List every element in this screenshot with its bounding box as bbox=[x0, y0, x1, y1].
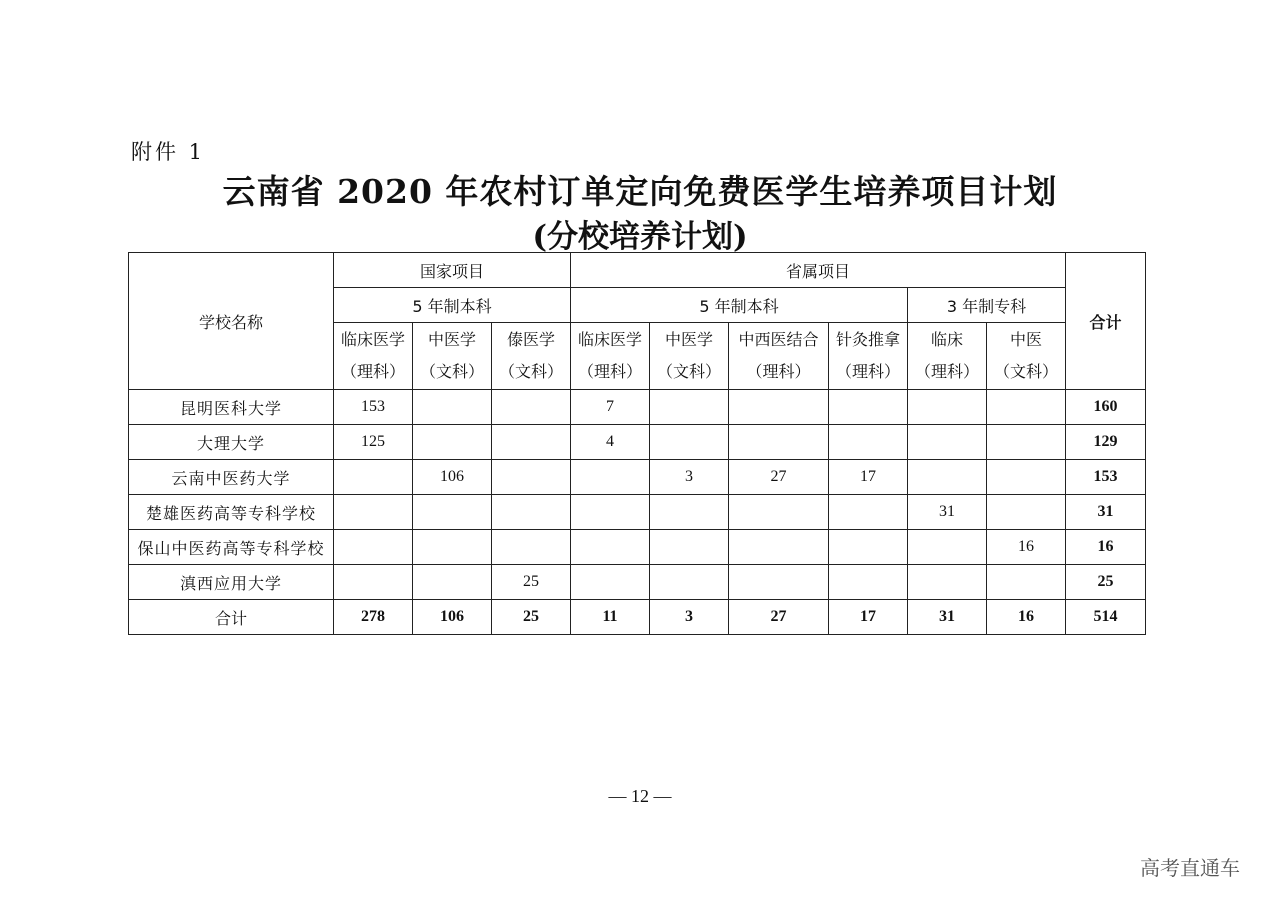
value-cell bbox=[908, 390, 987, 425]
value-cell bbox=[492, 495, 571, 530]
table-row bbox=[129, 565, 1146, 600]
column-header-name: 中医学 bbox=[427, 330, 476, 349]
row-total-cell: 160 bbox=[1066, 390, 1146, 425]
value-cell bbox=[729, 530, 829, 565]
column-header-track: （理科） bbox=[914, 362, 979, 381]
column-header bbox=[492, 323, 571, 390]
value-cell bbox=[908, 565, 987, 600]
column-header-name: 临床医学 bbox=[577, 330, 642, 349]
page-number: — 12 — bbox=[608, 786, 672, 806]
row-total-cell: 153 bbox=[1066, 460, 1146, 495]
summary-value-cell: 106 bbox=[413, 600, 492, 635]
column-header-track: （理科） bbox=[746, 362, 811, 381]
value-cell bbox=[829, 390, 908, 425]
column-header-name: 中医学 bbox=[664, 330, 713, 349]
table-row bbox=[129, 425, 1146, 460]
value-cell bbox=[413, 530, 492, 565]
school-name-cell: 云南中医药大学 bbox=[129, 460, 334, 495]
value-cell: 125 bbox=[334, 425, 413, 460]
column-header-track: （理科） bbox=[835, 362, 900, 381]
value-cell: 25 bbox=[492, 565, 571, 600]
school-name-cell: 楚雄医药高等专科学校 bbox=[129, 495, 334, 530]
value-cell bbox=[908, 425, 987, 460]
value-cell: 17 bbox=[829, 460, 908, 495]
value-cell: 31 bbox=[908, 495, 987, 530]
value-cell bbox=[650, 495, 729, 530]
value-cell bbox=[987, 495, 1066, 530]
column-header bbox=[829, 323, 908, 390]
summary-value-cell: 3 bbox=[650, 600, 729, 635]
table-row bbox=[129, 390, 1146, 425]
value-cell bbox=[650, 425, 729, 460]
national-project-header: 国家项目 bbox=[334, 253, 571, 288]
value-cell bbox=[650, 530, 729, 565]
school-name-header: 学校名称 bbox=[129, 253, 334, 390]
value-cell: 27 bbox=[729, 460, 829, 495]
summary-value-cell: 278 bbox=[334, 600, 413, 635]
total-header: 合计 bbox=[1066, 253, 1146, 390]
grand-total-cell: 514 bbox=[1066, 600, 1146, 635]
column-header bbox=[650, 323, 729, 390]
value-cell bbox=[908, 530, 987, 565]
value-cell bbox=[492, 460, 571, 495]
value-cell bbox=[829, 565, 908, 600]
value-cell: 106 bbox=[413, 460, 492, 495]
provincial-3yr-header: 3 年制专科 bbox=[908, 288, 1066, 323]
column-header bbox=[334, 323, 413, 390]
column-header-name: 中医 bbox=[1010, 330, 1043, 349]
column-header-track: （理科） bbox=[577, 362, 642, 381]
summary-row bbox=[129, 600, 1146, 635]
value-cell: 3 bbox=[650, 460, 729, 495]
row-total-cell: 25 bbox=[1066, 565, 1146, 600]
column-header bbox=[571, 323, 650, 390]
value-cell bbox=[729, 425, 829, 460]
column-header bbox=[413, 323, 492, 390]
value-cell bbox=[987, 565, 1066, 600]
summary-value-cell: 11 bbox=[571, 600, 650, 635]
column-header-name: 针灸推拿 bbox=[835, 330, 900, 349]
value-cell bbox=[334, 495, 413, 530]
value-cell bbox=[413, 425, 492, 460]
value-cell bbox=[334, 530, 413, 565]
plan-table bbox=[128, 252, 1146, 635]
value-cell bbox=[492, 530, 571, 565]
column-header bbox=[908, 323, 987, 390]
column-header-name: 傣医学 bbox=[506, 330, 555, 349]
national-5yr-header: 5 年制本科 bbox=[334, 288, 571, 323]
value-cell bbox=[492, 425, 571, 460]
document-title: 云南省 2020 年农村订单定向免费医学生培养项目计划 bbox=[222, 172, 1058, 211]
value-cell bbox=[571, 460, 650, 495]
value-cell bbox=[413, 565, 492, 600]
value-cell bbox=[571, 565, 650, 600]
school-name-cell: 保山中医药高等专科学校 bbox=[129, 530, 334, 565]
value-cell bbox=[829, 495, 908, 530]
column-header-track: （文科） bbox=[994, 362, 1059, 381]
table-row bbox=[129, 495, 1146, 530]
summary-value-cell: 16 bbox=[987, 600, 1066, 635]
attachment-label: 附件 1 bbox=[131, 140, 206, 164]
school-name-cell: 昆明医科大学 bbox=[129, 390, 334, 425]
value-cell bbox=[729, 565, 829, 600]
document-subtitle: (分校培养计划) bbox=[532, 219, 748, 255]
value-cell bbox=[650, 390, 729, 425]
value-cell: 153 bbox=[334, 390, 413, 425]
column-header-track: （文科） bbox=[498, 362, 563, 381]
value-cell bbox=[729, 495, 829, 530]
value-cell bbox=[987, 425, 1066, 460]
table-row bbox=[129, 460, 1146, 495]
value-cell bbox=[571, 495, 650, 530]
value-cell bbox=[334, 460, 413, 495]
value-cell bbox=[829, 425, 908, 460]
summary-value-cell: 25 bbox=[492, 600, 571, 635]
provincial-5yr-header: 5 年制本科 bbox=[571, 288, 908, 323]
row-total-cell: 16 bbox=[1066, 530, 1146, 565]
row-total-cell: 31 bbox=[1066, 495, 1146, 530]
school-name-cell: 滇西应用大学 bbox=[129, 565, 334, 600]
column-header bbox=[729, 323, 829, 390]
column-header-track: （文科） bbox=[419, 362, 484, 381]
value-cell bbox=[492, 390, 571, 425]
row-total-cell: 129 bbox=[1066, 425, 1146, 460]
value-cell bbox=[987, 390, 1066, 425]
value-cell bbox=[413, 390, 492, 425]
value-cell bbox=[650, 565, 729, 600]
value-cell bbox=[908, 460, 987, 495]
table-row bbox=[129, 530, 1146, 565]
summary-value-cell: 31 bbox=[908, 600, 987, 635]
summary-value-cell: 27 bbox=[729, 600, 829, 635]
value-cell bbox=[413, 495, 492, 530]
value-cell bbox=[987, 460, 1066, 495]
value-cell bbox=[571, 530, 650, 565]
summary-label: 合计 bbox=[129, 600, 334, 635]
column-header-name: 临床 bbox=[930, 330, 963, 349]
value-cell bbox=[829, 530, 908, 565]
provincial-project-header: 省属项目 bbox=[571, 253, 1066, 288]
column-header-name: 临床医学 bbox=[340, 330, 405, 349]
column-header bbox=[987, 323, 1066, 390]
school-name-cell: 大理大学 bbox=[129, 425, 334, 460]
watermark: 高考直通车 bbox=[1140, 856, 1240, 880]
value-cell bbox=[729, 390, 829, 425]
value-cell: 4 bbox=[571, 425, 650, 460]
column-header-name: 中西医结合 bbox=[738, 330, 819, 349]
column-header-track: （文科） bbox=[656, 362, 721, 381]
value-cell: 7 bbox=[571, 390, 650, 425]
summary-value-cell: 17 bbox=[829, 600, 908, 635]
value-cell: 16 bbox=[987, 530, 1066, 565]
value-cell bbox=[334, 565, 413, 600]
column-header-track: （理科） bbox=[340, 362, 405, 381]
